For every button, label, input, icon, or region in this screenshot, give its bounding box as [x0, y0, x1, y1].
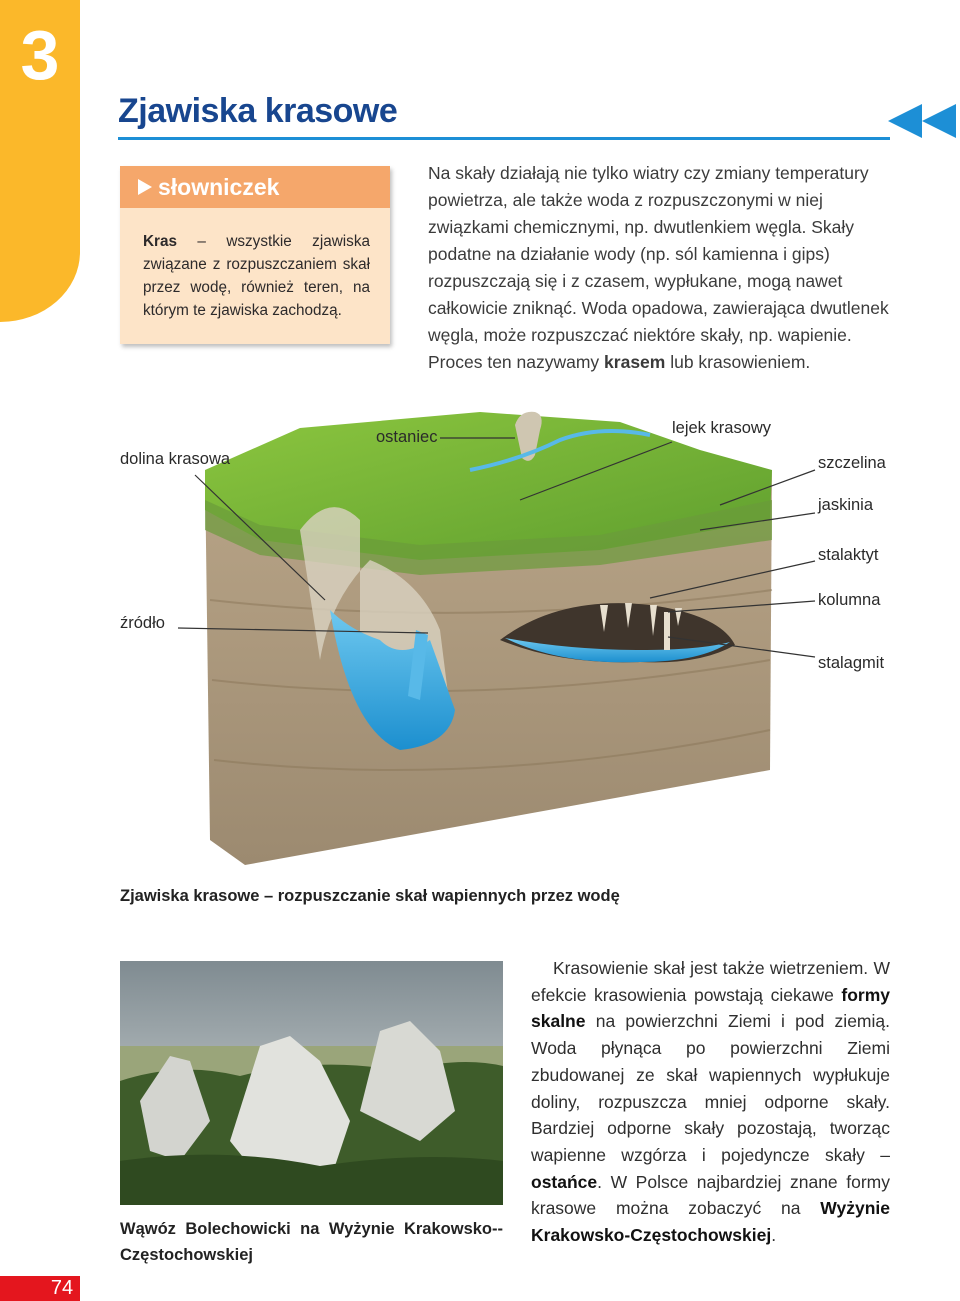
glossary-term: Kras: [143, 233, 178, 250]
body-bold-1: formy skalne: [531, 984, 890, 1032]
glossary-box: [120, 166, 390, 344]
label-ostaniec: ostaniec: [376, 428, 438, 446]
body-bold-3: Wyżynie Krakowsko-Częstochowskiej: [531, 1198, 890, 1246]
label-kolumna: kolumna: [818, 591, 881, 609]
label-lejek-krasowy: lejek krasowy: [672, 419, 772, 437]
intro-text-1: Na skały działają nie tylko wiatry czy zmiany temperatury powietrza, ale także woda z rozpuszczonymi w niej związkami chemicznymi, np. dwutlenkiem węgla. Skały podatne na działanie wody (np. sól kamienna i gips) rozpuszczają się i z czasem, wypłukane, mogą nawet całkowicie zniknąć. Woda opadowa, zawierająca dwutlenek węgla, może rozpuszczać niektóre skały, np. wapienie. Proces ten nazywamy: [428, 163, 889, 372]
label-dolina-krasowa: dolina krasowa: [120, 450, 231, 468]
double-arrow-left-icon: [888, 102, 958, 140]
title-underline: [118, 137, 890, 140]
label-zrodlo: źródło: [120, 614, 165, 632]
glossary-header: [120, 166, 390, 208]
glossary-heading: słowniczek: [158, 173, 280, 200]
chapter-number: 3: [20, 16, 60, 94]
page-title: Zjawiska krasowe: [118, 92, 398, 130]
intro-paragraph: [428, 160, 890, 376]
body-text-2: na powierzchni Ziemi i pod ziemią. Woda płynąca po powierzchni Ziemi zbudowanej ze skał wapiennych wypłukuje doliny, rozpuszcza mniej odporne skały. Bardziej odporne skały pozostają, tworząc wapienne wzgórza i pojedyncze skały –: [531, 1011, 890, 1165]
glossary-definition: [120, 208, 390, 322]
body-bold-2: ostańce: [531, 1171, 598, 1192]
diagram-caption: Zjawiska krasowe – rozpuszczanie skał wapiennych przez wodę: [120, 887, 620, 905]
page-number: 74: [50, 1277, 74, 1299]
body-paragraph: [531, 955, 890, 1249]
label-jaskinia: jaskinia: [818, 496, 874, 514]
label-stalagmit: stalagmit: [818, 654, 885, 672]
body-text-3: . W Polsce najbardziej znane formy krasowe można zobaczyć na: [531, 1171, 890, 1219]
intro-text-2: lub krasowieniem.: [665, 352, 811, 372]
play-arrow-icon: [138, 179, 152, 195]
intro-bold-term: krasem: [604, 352, 666, 372]
body-text-4: .: [771, 1225, 777, 1246]
photo-caption: Wąwóz Bolechowicki na Wyżynie Krakowsko--Częstochowskiej: [120, 1220, 503, 1264]
body-text-1: Krasowienie skał jest także wietrzeniem. W efekcie krasowienia powstają ciekawe: [531, 958, 890, 1005]
photo-wawoz-bolechowicki: [120, 961, 503, 1205]
label-szczelina: szczelina: [818, 454, 886, 472]
karst-block-diagram: [0, 400, 960, 870]
label-stalaktyt: stalaktyt: [818, 546, 879, 564]
glossary-definition-text: – wszystkie zjawiska związane z rozpuszczaniem skał przez wodę, również teren, na którym te zjawiska zachodzą.: [143, 233, 370, 319]
